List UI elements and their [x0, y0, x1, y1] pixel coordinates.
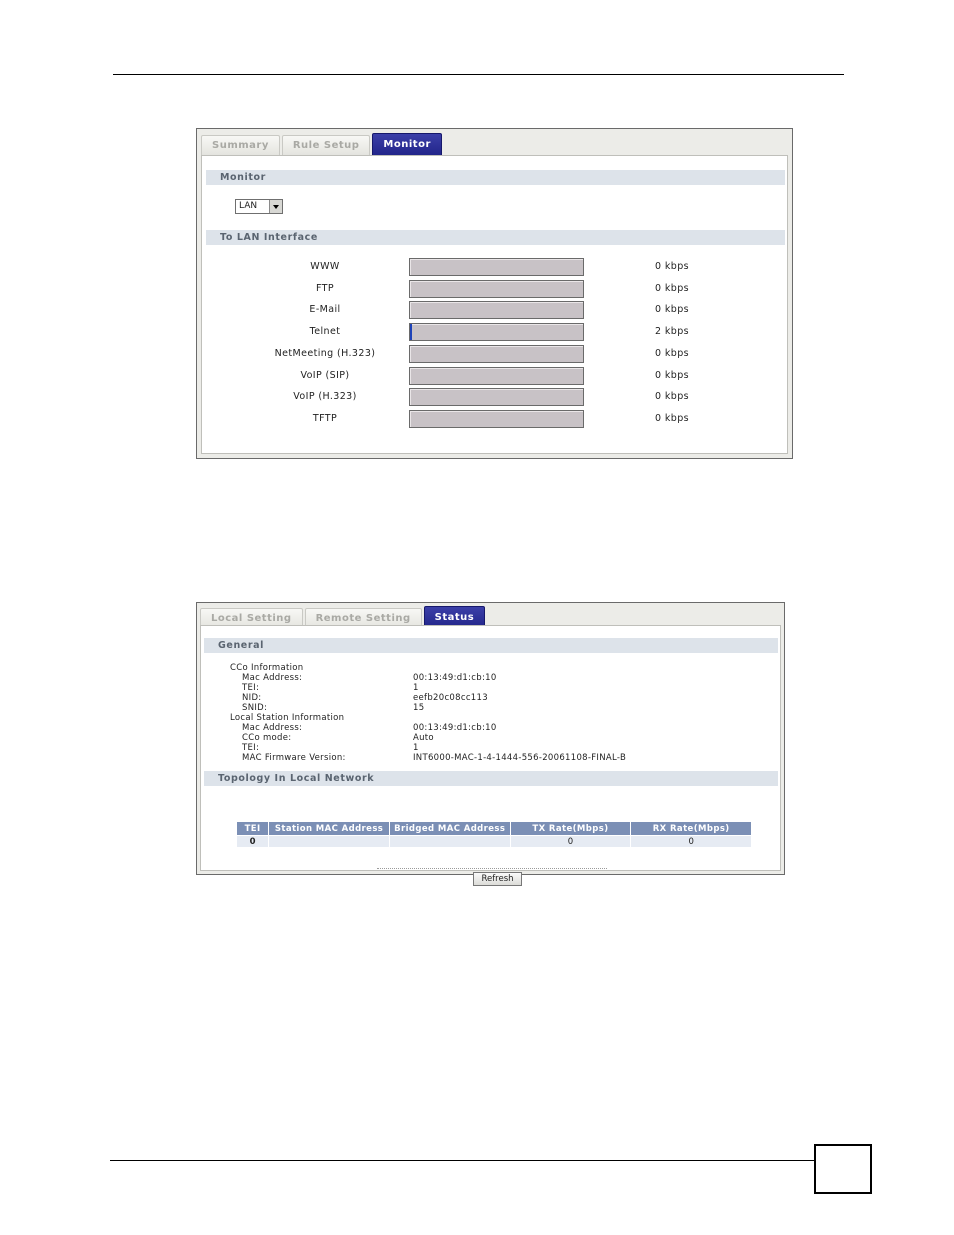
service-label: WWW — [310, 261, 340, 272]
info-label: TEI: — [242, 683, 260, 693]
topology-column-header: Station MAC Address — [269, 822, 390, 836]
section-topology-heading: Topology In Local Network — [204, 771, 778, 786]
cco-info-heading: CCo Information — [230, 663, 304, 673]
service-label: E-Mail — [309, 304, 341, 316]
bandwidth-bar — [409, 388, 584, 406]
bandwidth-bar — [409, 280, 584, 298]
bandwidth-bar — [409, 258, 584, 276]
topology-column-header: RX Rate(Mbps) — [631, 822, 752, 836]
section-general-heading: General — [204, 638, 778, 653]
status-panel — [200, 625, 781, 884]
table-row — [237, 836, 752, 848]
info-label: MAC Firmware Version: — [242, 753, 346, 763]
service-label: Telnet — [309, 326, 341, 338]
rate-value: 0 kbps — [655, 347, 689, 359]
info-value: 00:13:49:d1:cb:10 — [413, 673, 497, 683]
topology-column-header: Bridged MAC Address — [389, 822, 510, 836]
topology-table — [236, 821, 752, 848]
page-number-box — [814, 1144, 872, 1194]
local-station-heading: Local Station Information — [230, 713, 345, 723]
bandwidth-fill — [410, 324, 412, 340]
monitor-row — [202, 344, 787, 364]
service-label: TFTP — [312, 412, 338, 424]
status-screenshot — [196, 602, 785, 884]
bandwidth-bar — [409, 301, 584, 319]
bandwidth-bar — [409, 345, 584, 363]
monitor-row — [202, 366, 787, 386]
topology-body — [237, 836, 752, 848]
info-label: CCo mode: — [242, 733, 292, 743]
interface-select-value: LAN — [239, 201, 258, 211]
monitor-screenshot — [196, 128, 793, 459]
monitor-panel — [201, 155, 788, 454]
tab-summary[interactable]: Summary — [201, 135, 280, 155]
service-label: VoIP (SIP) — [300, 369, 350, 381]
rate-value: 0 kbps — [655, 282, 689, 294]
rate-value: 0 kbps — [655, 412, 689, 424]
divider — [377, 868, 607, 869]
topology-column-header: TEI — [237, 822, 269, 836]
monitor-row — [202, 257, 787, 277]
tab-status[interactable]: Status — [424, 606, 486, 628]
service-label: FTP — [315, 282, 335, 294]
info-value: 15 — [413, 703, 425, 713]
rate-value: 0 kbps — [655, 391, 689, 403]
tab-local-setting[interactable]: Local Setting — [200, 608, 303, 628]
monitor-row — [202, 409, 787, 429]
tab-remote-setting[interactable]: Remote Setting — [305, 608, 422, 628]
interface-select[interactable] — [235, 199, 283, 214]
info-value: 1 — [413, 743, 419, 753]
info-label: SNID: — [242, 703, 268, 713]
info-label: NID: — [242, 693, 262, 703]
chevron-down-icon[interactable] — [269, 200, 282, 213]
tab-rule-setup[interactable]: Rule Setup — [282, 135, 371, 155]
info-label: TEI: — [242, 743, 260, 753]
info-value: Auto — [413, 733, 434, 743]
table-cell: 0 — [510, 836, 631, 848]
monitor-tab-bar — [201, 133, 444, 155]
info-label: Mac Address: — [242, 723, 303, 733]
rate-value: 2 kbps — [655, 326, 689, 338]
table-cell — [389, 836, 510, 848]
info-value: INT6000-MAC-1-4-1444-556-20061108-FINAL-B — [413, 753, 627, 763]
header-rule — [113, 74, 844, 75]
service-label: NetMeeting (H.323) — [274, 347, 376, 359]
info-value: eefb20c08cc113 — [413, 693, 488, 703]
monitor-row — [202, 322, 787, 342]
refresh-button[interactable]: Refresh — [473, 872, 522, 886]
info-value: 1 — [413, 683, 419, 693]
rate-value: 0 kbps — [655, 261, 689, 272]
tab-monitor[interactable]: Monitor — [372, 133, 441, 155]
info-value: 00:13:49:d1:cb:10 — [413, 723, 497, 733]
monitor-row — [202, 300, 787, 320]
monitor-row — [202, 279, 787, 299]
table-cell — [269, 836, 390, 848]
topology-column-header: TX Rate(Mbps) — [510, 822, 631, 836]
bandwidth-bar — [409, 323, 584, 341]
table-cell: 0 — [631, 836, 752, 848]
service-label: VoIP (H.323) — [293, 391, 357, 403]
rate-value: 0 kbps — [655, 304, 689, 316]
monitor-row — [202, 387, 787, 407]
table-cell: 0 — [237, 836, 269, 848]
section-interface-heading: To LAN Interface — [206, 230, 785, 245]
bandwidth-bar — [409, 410, 584, 428]
topology-header-row — [237, 822, 752, 836]
rate-value: 0 kbps — [655, 369, 689, 381]
info-label: Mac Address: — [242, 673, 303, 683]
bandwidth-bar — [409, 367, 584, 385]
section-monitor-heading: Monitor — [206, 170, 785, 185]
footer-rule — [110, 1160, 814, 1161]
